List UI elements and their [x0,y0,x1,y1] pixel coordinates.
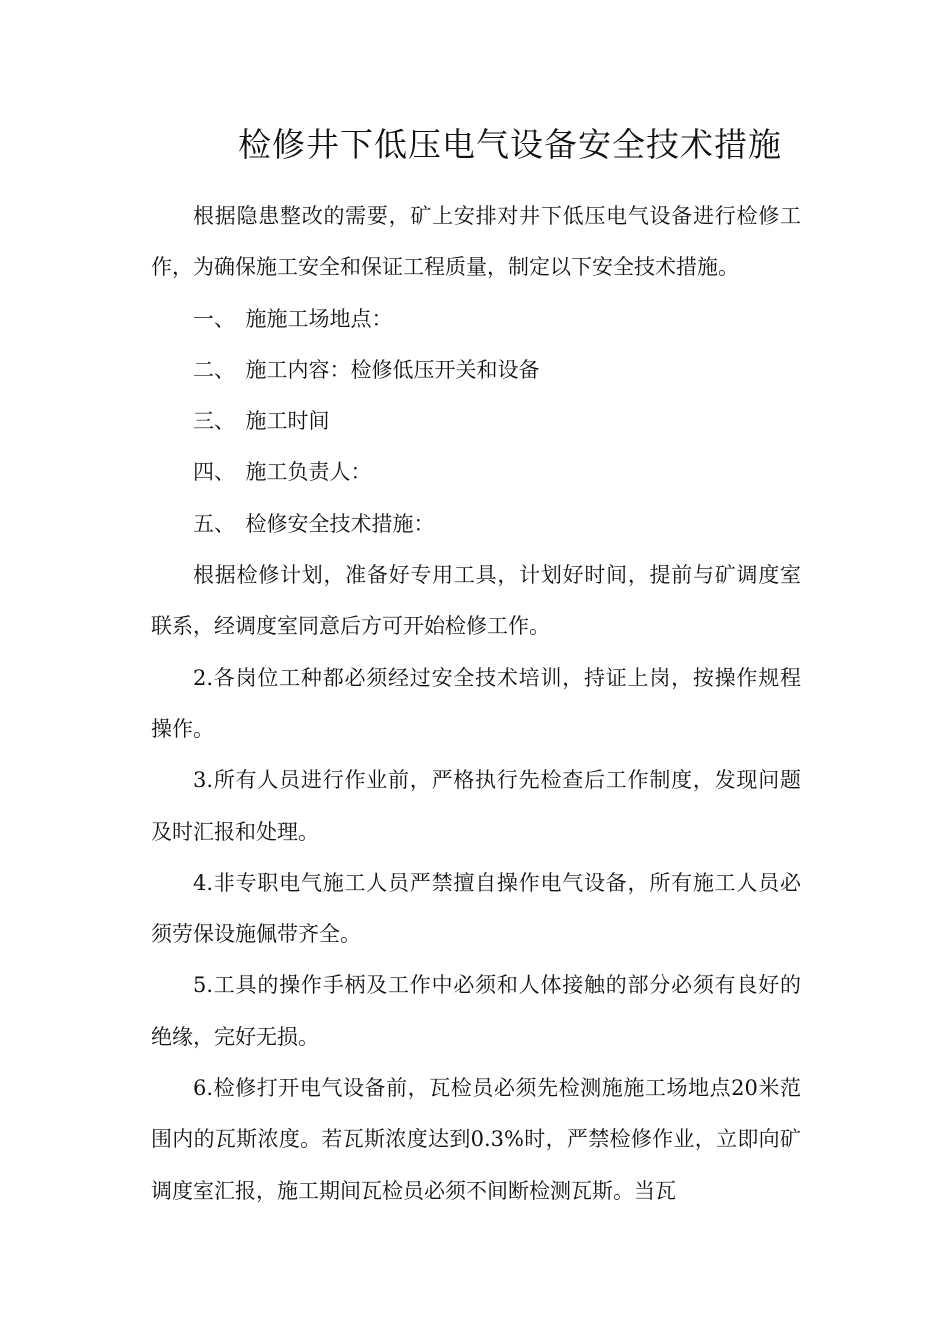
section-number: 二、 [193,357,235,382]
measure-paragraph: 3.所有人员进行作业前，严格执行先检查后工作制度，发现问题及时汇报和处理。 [151,768,801,844]
section-text: 施工内容：检修低压开关和设备 [245,357,540,382]
measure-paragraph: 2.各岗位工种都必须经过安全技术培训，持证上岗，按操作规程操作。 [151,665,801,741]
section-number: 一、 [193,306,235,331]
section-item [151,396,801,447]
section-text: 施施工场地点： [245,306,393,331]
measure-paragraph: 6.检修打开电气设备前，瓦检员必须先检测施施工场地点20米范围内的瓦斯浓度。若瓦斯浓度达到0.3%时，严禁检修作业，立即向矿调度室汇报，施工期间瓦检员必须不间断检测瓦斯。当瓦 [151,1076,801,1203]
document-title: 检修井下低压电气设备安全技术措施 [238,125,782,164]
intro-paragraph: 根据隐患整改的需要，矿上安排对井下低压电气设备进行检修工作，为确保施工安全和保证工程质量，制定以下安全技术措施。 [151,204,801,280]
section-number: 五、 [193,511,235,536]
document-body [151,191,801,1217]
measure-paragraph: 4.非专职电气施工人员严禁擅自操作电气设备，所有施工人员必须劳保设施佩带齐全。 [151,870,801,947]
section-item [151,345,801,396]
measure-paragraph: 5.工具的操作手柄及工作中必须和人体接触的部分必须有良好的绝缘，完好无损。 [151,973,801,1049]
section-item [151,294,801,345]
section-item [151,447,801,498]
section-item [151,499,801,550]
section-text: 检修安全技术措施： [245,511,435,536]
measure-paragraph: 根据检修计划，准备好专用工具，计划好时间，提前与矿调度室联系，经调度室同意后方可开始检修工作。 [151,563,801,639]
section-number: 三、 [193,409,235,434]
section-text: 施工负责人： [245,460,372,485]
section-text: 施工时间 [245,409,330,434]
section-number: 四、 [193,460,235,485]
